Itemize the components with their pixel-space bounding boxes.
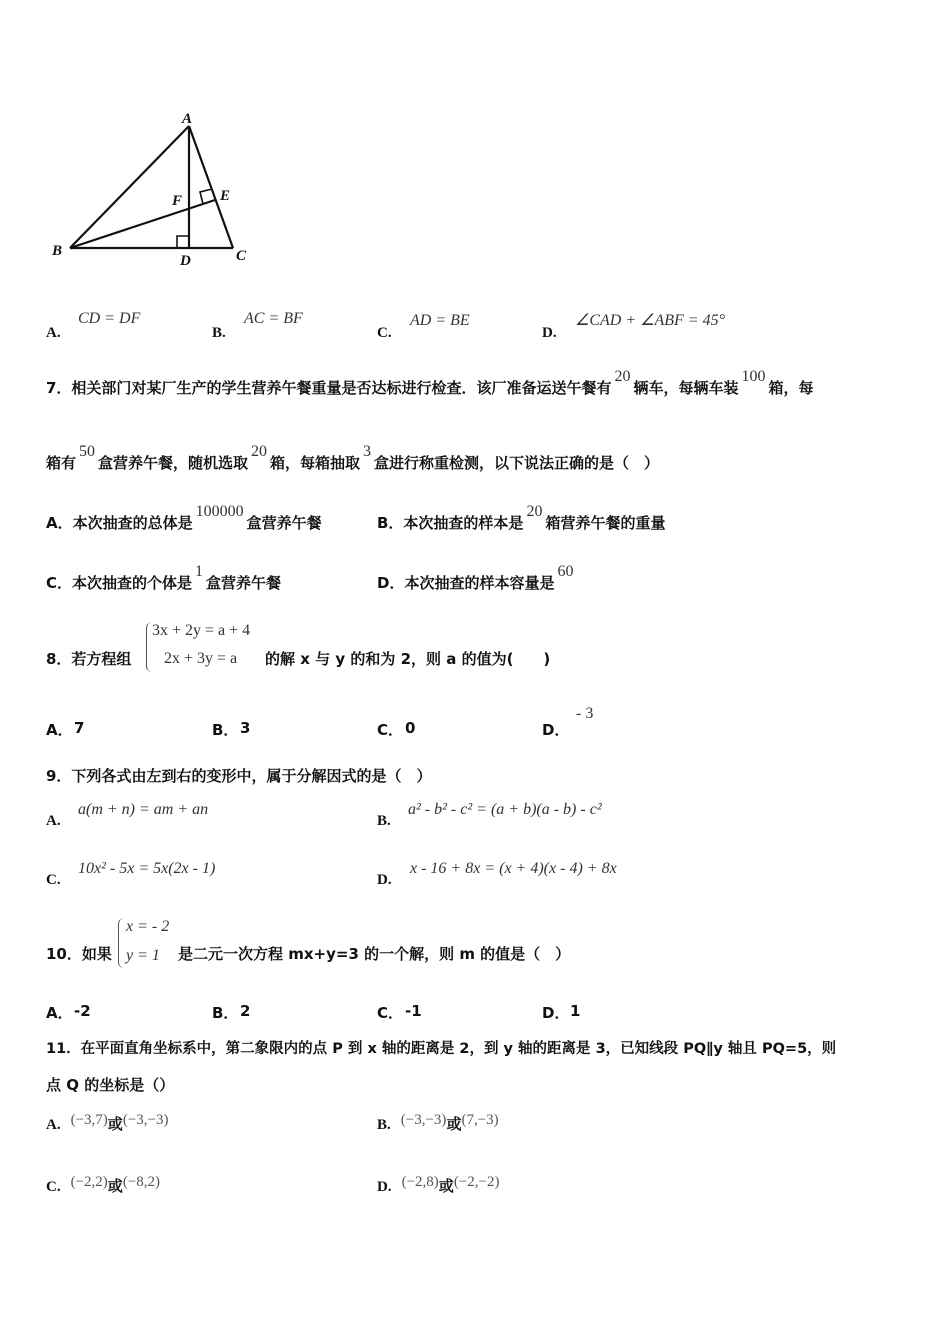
q7-line1 — [46, 368, 813, 398]
q8-prefix: 8．若方程组 — [46, 650, 132, 668]
q7-number: 50 — [79, 443, 96, 460]
label-f: F — [172, 193, 183, 209]
q7-line2 — [46, 443, 659, 473]
q11-option-c-point-1: (−2,2) — [70, 1174, 108, 1190]
q6-option-a-expr: CD = DF — [78, 310, 141, 327]
q10-option-c-label[interactable]: C． — [377, 1004, 404, 1022]
q11-or: 或 — [446, 1115, 462, 1133]
q8-option-b-label[interactable]: B． — [212, 721, 239, 739]
q11-option-b-label: B. — [377, 1117, 391, 1133]
q8-option-a-value: 7 — [74, 719, 85, 737]
q7-option-b-text: 箱营养午餐的重量 — [545, 514, 666, 532]
q9-stem: 9．下列各式由左到右的变形中，属于分解因式的是（ ） — [46, 767, 432, 785]
q7-number: 20 — [251, 443, 268, 460]
q9-option-b-label[interactable]: B. — [377, 813, 391, 829]
q11-option-d-label: D. — [377, 1179, 392, 1195]
q7-option-d-number: 60 — [557, 563, 574, 580]
triangle-figure — [40, 105, 270, 275]
q11-option-a-point-2: (−3,−3) — [122, 1112, 169, 1128]
q10-suffix: 是二元一次方程 mx+y=3 的一个解，则 m 的值是（ ） — [178, 945, 571, 963]
right-angle-d — [177, 236, 189, 248]
q6-option-d-label[interactable]: D. — [542, 325, 557, 341]
q8-option-a-label[interactable]: A． — [46, 721, 73, 739]
q7-text: 盒营养午餐，随机选取 — [98, 454, 249, 472]
q10-prefix: 10．如果 — [46, 945, 112, 963]
q6-option-c-label[interactable]: C. — [377, 325, 392, 341]
q8-option-b-value: 3 — [240, 719, 251, 737]
segment-ab — [70, 126, 189, 248]
q10-option-a-value: -2 — [74, 1002, 91, 1020]
q7-option-a-text: A．本次抽查的总体是 — [46, 514, 193, 532]
q7-number: 20 — [614, 368, 631, 385]
q11-option-b[interactable] — [377, 1112, 499, 1134]
q10-option-a-label[interactable]: A． — [46, 1004, 73, 1022]
q11-option-a-label: A. — [46, 1117, 61, 1133]
q7-text: 7．相关部门对某厂生产的学生营养午餐重量是否达标进行检查．该厂准备运送午餐有 — [46, 379, 612, 397]
q7-text: 箱有 — [46, 454, 77, 472]
q11-or: 或 — [107, 1115, 123, 1133]
q11-option-d-point-1: (−2,8) — [401, 1174, 439, 1190]
q7-text: 盒进行称重检测，以下说法正确的是（ ） — [374, 454, 660, 472]
q7-option-b-text: B．本次抽查的样本是 — [377, 514, 524, 532]
q9-option-a-expr: a(m + n) = am + an — [78, 801, 209, 818]
q11-or: 或 — [438, 1177, 454, 1195]
q9-option-b-expr: a² - b² - c² = (a + b)(a - b) - c² — [408, 801, 602, 818]
q11-option-a[interactable] — [46, 1112, 168, 1134]
q7-option-c-text: C．本次抽查的个体是 — [46, 574, 193, 592]
q9-option-c-label[interactable]: C. — [46, 872, 61, 888]
q10-option-b-value: 2 — [240, 1002, 251, 1020]
q7-text: 箱，每 — [768, 379, 814, 397]
q11-or: 或 — [107, 1177, 123, 1195]
q8-option-d-label[interactable]: D． — [542, 721, 570, 739]
q8-option-d-value: - 3 — [576, 705, 594, 722]
q8-option-c-label[interactable]: C． — [377, 721, 404, 739]
q7-option-c-number: 1 — [195, 563, 204, 580]
q11-stem-line1: 11．在平面直角坐标系中，第二象限内的点 P 到 x 轴的距离是 2，到 y 轴的距离是 3，已知线段 PQ∥y 轴且 PQ=5，则 — [46, 1041, 837, 1057]
q7-option-a-text: 盒营养午餐 — [246, 514, 322, 532]
q7-option-a-number: 100000 — [195, 503, 244, 520]
q7-option-c-text: 盒营养午餐 — [206, 574, 282, 592]
q7-option-a[interactable] — [46, 503, 322, 533]
q11-option-c-point-2: (−8,2) — [122, 1174, 161, 1190]
label-b: B — [52, 243, 63, 259]
q10-equation-1: x = - 2 — [126, 918, 170, 935]
q10-option-b-label[interactable]: B． — [212, 1004, 239, 1022]
q6-option-b-expr: AC = BF — [244, 310, 303, 327]
q11-option-d-point-2: (−2,−2) — [453, 1174, 500, 1190]
label-d: D — [180, 253, 191, 269]
label-e: E — [220, 188, 231, 204]
q11-option-d[interactable] — [377, 1174, 499, 1196]
q9-option-d-label[interactable]: D. — [377, 872, 392, 888]
q7-option-c[interactable] — [46, 563, 281, 593]
q7-text: 箱，每箱抽取 — [270, 454, 361, 472]
q9-option-a-label[interactable]: A. — [46, 813, 61, 829]
q8-equation-1: 3x + 2y = a + 4 — [152, 622, 251, 639]
q9-option-d-expr: x - 16 + 8x = (x + 4)(x - 4) + 8x — [410, 860, 617, 877]
q8-equation-2: 2x + 3y = a — [164, 650, 238, 667]
q11-option-c-label: C. — [46, 1179, 61, 1195]
q7-option-b[interactable] — [377, 503, 665, 533]
q7-option-b-number: 20 — [526, 503, 543, 520]
label-a: A — [182, 111, 193, 127]
q7-option-d-text: D．本次抽查的样本容量是 — [377, 574, 555, 592]
q10-option-c-value: -1 — [405, 1002, 422, 1020]
q11-option-b-point-1: (−3,−3) — [400, 1112, 447, 1128]
label-c: C — [236, 248, 247, 264]
q8-option-c-value: 0 — [405, 719, 416, 737]
q6-option-c-expr: AD = BE — [410, 312, 470, 329]
q11-option-b-point-2: (7,−3) — [461, 1112, 499, 1128]
q11-option-c[interactable] — [46, 1174, 160, 1196]
q6-option-a-label[interactable]: A. — [46, 325, 61, 341]
q11-option-a-point-1: (−3,7) — [70, 1112, 108, 1128]
q7-number: 3 — [363, 443, 372, 460]
q7-number: 100 — [741, 368, 766, 385]
segment-be — [70, 200, 215, 248]
q10-option-d-label[interactable]: D． — [542, 1004, 570, 1022]
q10-option-d-value: 1 — [570, 1002, 581, 1020]
q9-option-c-expr: 10x² - 5x = 5x(2x - 1) — [78, 860, 216, 877]
segment-ac — [189, 126, 233, 248]
q11-stem-line2: 点 Q 的坐标是（） — [46, 1076, 175, 1094]
q6-option-b-label[interactable]: B. — [212, 325, 226, 341]
q10-brace — [118, 918, 125, 968]
q8-suffix: 的解 x 与 y 的和为 2，则 a 的值为( ) — [265, 650, 551, 668]
q10-equation-2: y = 1 — [126, 947, 160, 964]
q6-option-d-expr: ∠CAD + ∠ABF = 45° — [575, 312, 725, 329]
q7-option-d[interactable] — [377, 563, 576, 593]
q7-text: 辆车，每辆车装 — [633, 379, 739, 397]
